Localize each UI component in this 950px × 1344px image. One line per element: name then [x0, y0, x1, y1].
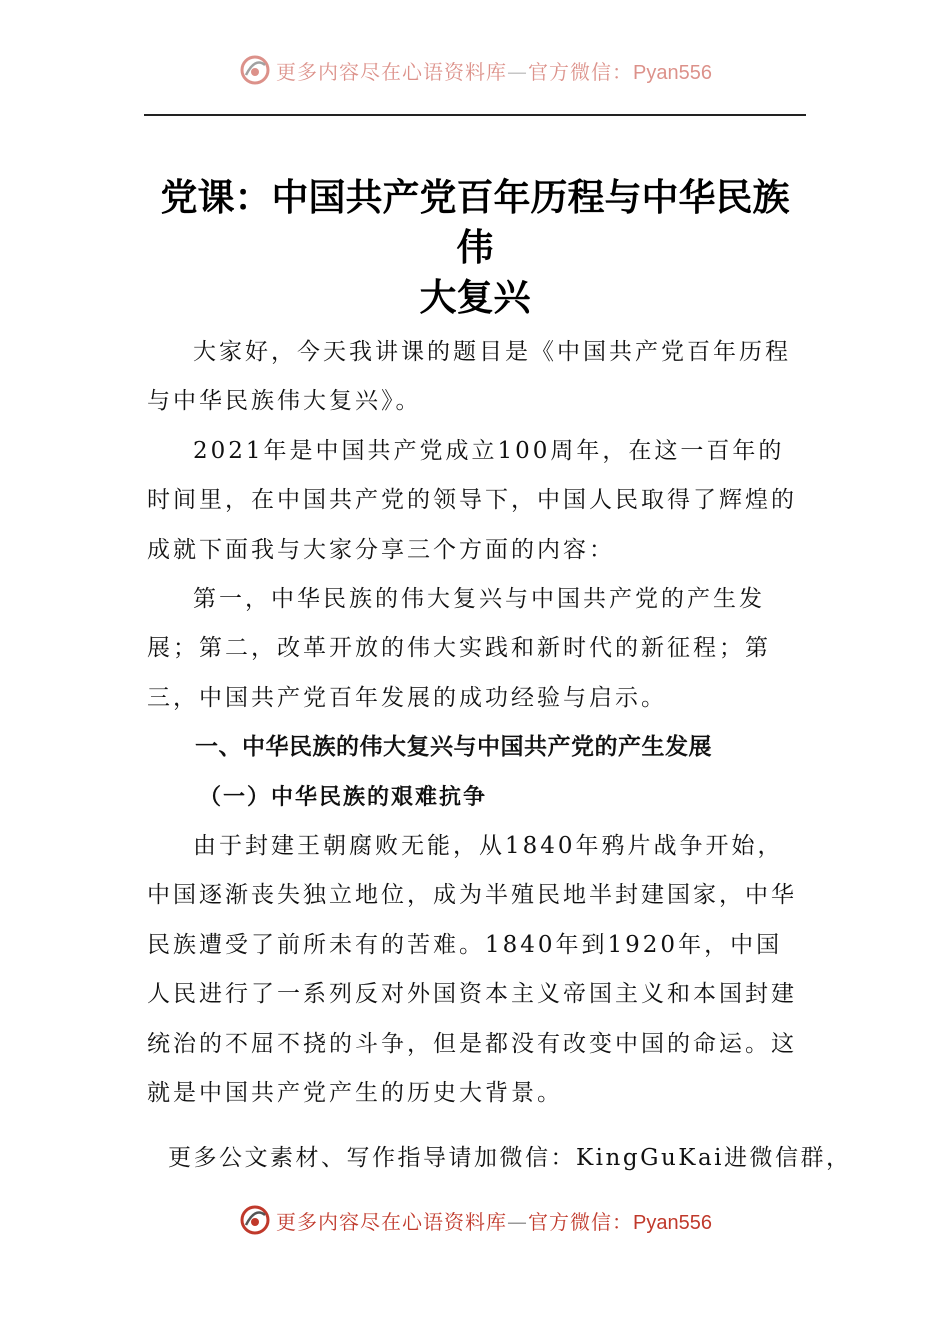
- brand-logo-icon: [238, 1203, 272, 1237]
- paragraph-history: 由于封建王朝腐败无能，从1840年鸦片战争开始，中国逐渐丧失独立地位，成为半殖民地半封建国家，中华民族遭受了前所未有的苦难。1840年到1920年，中国人民进行了一系列反对外国资本主义帝国主义和本国封建统治的不屈不挠的斗争，但是都没有改变中国的命运。这就是中国共产党产生的历史大背景。: [147, 833, 797, 1107]
- footer-watermark: [0, 1200, 950, 1240]
- header-divider: [144, 114, 806, 116]
- subsection-heading-1-1: （一）中华民族的艰难抗争: [199, 783, 488, 810]
- promo-line: 更多公文素材、写作指导请加微信：KingGuKai进微信群，: [168, 1145, 852, 1171]
- watermark-text: 更多内容尽在心语资料库—官方微信：Pyan556: [276, 59, 712, 84]
- section-heading-1: 一、中华民族的伟大复兴与中国共产党的产生发展: [195, 734, 712, 761]
- watermark-text: 更多内容尽在心语资料库—官方微信：Pyan556: [276, 1209, 712, 1234]
- title-line-2: 大复兴: [419, 275, 531, 319]
- document-body: [147, 328, 807, 1119]
- paragraph-intro: 大家好，今天我讲课的题目是《中国共产党百年历程与中华民族伟大复兴》。: [147, 339, 791, 415]
- brand-logo-icon: [238, 53, 272, 87]
- title-line-1: 党课：中国共产党百年历程与中华民族伟: [160, 175, 790, 269]
- document-title: [144, 172, 806, 322]
- header-watermark: [0, 50, 950, 90]
- paragraph-outline: 第一，中华民族的伟大复兴与中国共产党的产生发展；第二，改革开放的伟大实践和新时代的新征程；第三，中国共产党百年发展的成功经验与启示。: [147, 586, 771, 711]
- paragraph-anniversary: 2021年是中国共产党成立100周年，在这一百年的时间里，在中国共产党的领导下，中国人民取得了辉煌的成就下面我与大家分享三个方面的内容：: [147, 437, 797, 563]
